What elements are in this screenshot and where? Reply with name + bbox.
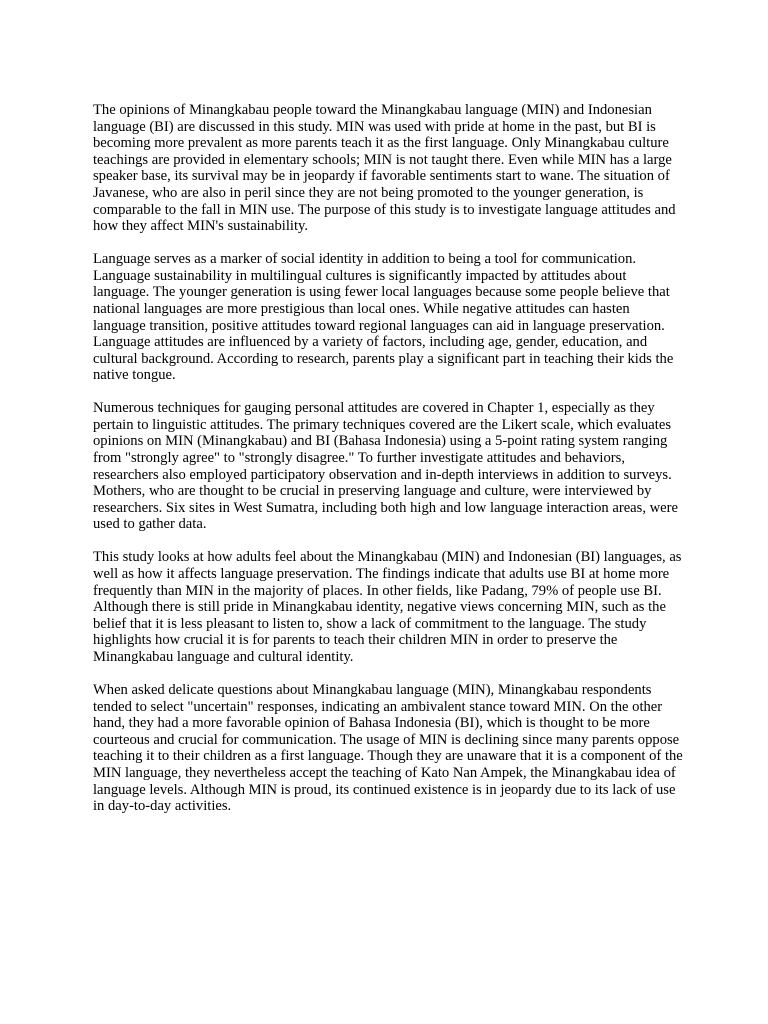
- paragraph-3: Numerous techniques for gauging personal attitudes are covered in Chapter 1, especially as they pertain to linguistic attitudes. The primary techniques covered are the Likert scale, which evaluates opinions on MIN (Minangkabau) and BI (Bahasa Indonesia) using a 5-point rating system ranging from "strongly agree" to "strongly disagree." To further investigate attitudes and behaviors, researchers also employed participatory observation and in-depth interviews in addition to surveys. Mothers, who are thought to be crucial in preserving language and culture, were interviewed by researchers. Six sites in West Sumatra, including both high and low language interaction areas, were used to gather data.: [93, 400, 678, 533]
- paragraph-4: This study looks at how adults feel about the Minangkabau (MIN) and Indonesian (BI) languages, as well as how it affects language preservation. The findings indicate that adults use BI at home more frequently than MIN in the majority of places. In other fields, like Padang, 79% of people use BI. Although there is still pride in Minangkabau identity, negative views concerning MIN, such as the belief that it is less pleasant to listen to, show a lack of commitment to the language. The study highlights how crucial it is for parents to teach their children MIN in order to preserve the Minangkabau language and cultural identity.: [93, 549, 682, 665]
- paragraph-1: The opinions of Minangkabau people toward the Minangkabau language (MIN) and Indonesian language (BI) are discussed in this study. MIN was used with pride at home in the past, but BI is becoming more prevalent as more parents teach it as the first language. Only Minangkabau culture teachings are provided in elementary schools; MIN is not taught there. Even while MIN has a large speaker base, its survival may be in jeopardy if favorable sentiments start to wane. The situation of Javanese, who are also in peril since they are not being promoted to the younger generation, is comparable to the fall in MIN use. The purpose of this study is to investigate language attitudes and how they affect MIN's sustainability.: [93, 102, 676, 235]
- document-body: [93, 102, 683, 831]
- paragraph-5: When asked delicate questions about Minangkabau language (MIN), Minangkabau respondents tended to select "uncertain" responses, indicating an ambivalent stance toward MIN. On the other hand, they had a more favorable opinion of Bahasa Indonesia (BI), which is thought to be more courteous and crucial for communication. The usage of MIN is declining since many parents oppose teaching it to their children as a first language. Though they are unaware that it is a component of the MIN language, they nevertheless accept the teaching of Kato Nan Ampek, the Minangkabau idea of language levels. Although MIN is proud, its continued existence is in jeopardy due to its lack of use in day-to-day activities.: [93, 681, 683, 815]
- paragraph-2: Language serves as a marker of social identity in addition to being a tool for communication. Language sustainability in multilingual cultures is significantly impacted by attitudes about language. The younger generation is using fewer local languages because some people believe that national languages are more prestigious than local ones. While negative attitudes can hasten language transition, positive attitudes toward regional languages can aid in language preservation. Language attitudes are influenced by a variety of factors, including age, gender, education, and cultural background. According to research, parents play a significant part in teaching their kids the native tongue.: [93, 251, 674, 384]
